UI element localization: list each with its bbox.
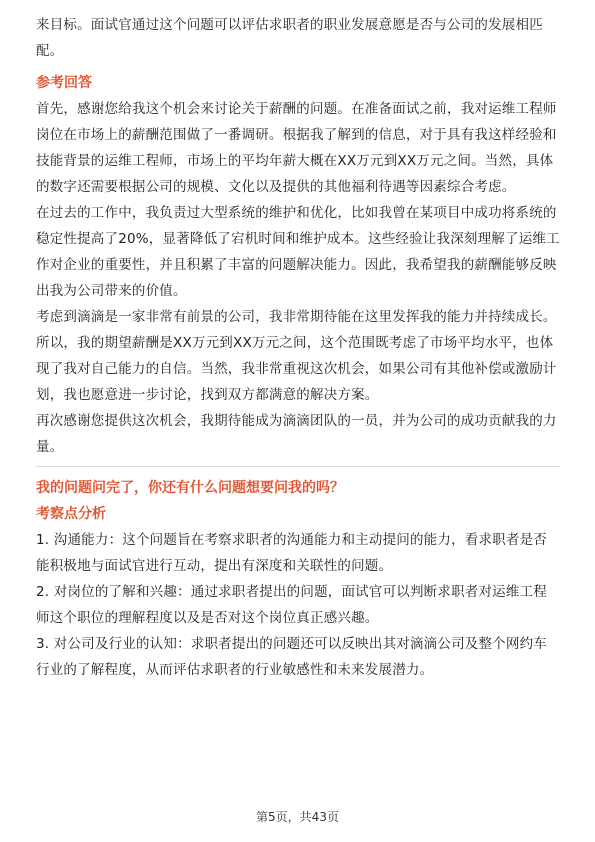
analysis-heading: 考察点分析	[36, 506, 106, 522]
analysis-item-1: 1. 沟通能力：这个问题旨在考察求职者的沟通能力和主动提问的能力，看求职者是否能积极地与面试官进行互动，提出有深度和关联性的问题。	[36, 532, 547, 574]
intro-tail-paragraph: 来目标。面试官通过这个问题可以评估求职者的职业发展意愿是否与公司的发展相匹配。	[36, 17, 543, 59]
analysis-item-2: 2. 对岗位的了解和兴趣：通过求职者提出的问题，面试官可以判断求职者对运维工程师这个职位的理解程度以及是否对这个岗位真正感兴趣。	[36, 584, 547, 626]
section-divider	[36, 466, 560, 467]
answer-paragraph-3: 考虑到滴滴是一家非常有前景的公司，我非常期待能在这里发挥我的能力并持续成长。所以，我的期望薪酬是XX万元到XX万元之间，这个范围既考虑了市场平均水平，也体现了我对自己能力的自信。当然，我非常重视这次机会，如果公司有其他补偿或激励计划，我也愿意进一步讨论，找到双方都满意的解决方案。	[36, 309, 557, 403]
answer-heading: 参考回答	[36, 75, 92, 91]
question-heading: 我的问题问完了，你还有什么问题想要问我的吗？	[36, 480, 344, 496]
analysis-item-3: 3. 对公司及行业的认知：求职者提出的问题还可以反映出其对滴滴公司及整个网约车行业的了解程度，从而评估求职者的行业敏感性和未来发展潜力。	[36, 636, 547, 678]
answer-paragraph-2: 在过去的工作中，我负责过大型系统的维护和优化，比如我曾在某项目中成功将系统的稳定性提高了20%，显著降低了宕机时间和维护成本。这些经验让我深刻理解了运维工作对企业的重要性，并且积累了丰富的问题解决能力。因此，我希望我的薪酬能够反映出我为公司带来的价值。	[36, 205, 560, 299]
document-page	[36, 12, 560, 683]
answer-paragraph-1: 首先，感谢您给我这个机会来讨论关于薪酬的问题。在准备面试之前，我对运维工程师岗位在市场上的薪酬范围做了一番调研。根据我了解到的信息，对于具有我这样经验和技能背景的运维工程师，市场上的平均年薪大概在XX万元到XX万元之间。当然，具体的数字还需要根据公司的规模、文化以及提供的其他福利待遇等因素综合考虑。	[36, 101, 557, 195]
page-footer: 第5页，共43页	[256, 810, 339, 824]
answer-paragraph-4: 再次感谢您提供这次机会，我期待能成为滴滴团队的一员，并为公司的成功贡献我的力量。	[36, 413, 557, 455]
